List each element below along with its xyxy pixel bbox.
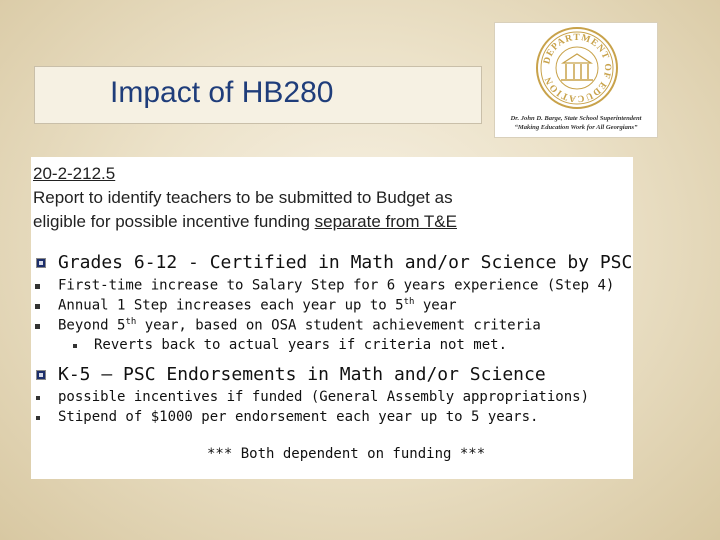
- bullet-icon: [36, 396, 40, 400]
- bullet-icon: [35, 304, 40, 309]
- department-logo: [494, 22, 658, 138]
- funding-note: *** Both dependent on funding ***: [207, 446, 486, 462]
- bullet-icon: [36, 416, 40, 420]
- content-panel: [31, 157, 633, 479]
- section2-heading: K-5 – PSC Endorsements in Math and/or Science: [58, 364, 546, 385]
- section2-item: Stipend of $1000 per endorsement each year up to 5 years.: [58, 409, 539, 425]
- logo-caption-name: Dr. John D. Barge, State School Superintendent: [510, 115, 642, 122]
- svg-text:DEPARTMENT OF EDUCATION: [542, 33, 612, 103]
- intro-line-2: [33, 212, 457, 232]
- section-bullet-icon: [36, 370, 46, 380]
- seal-ring-text: DEPARTMENT OF EDUCATION: [542, 32, 613, 104]
- bullet-icon: [35, 284, 40, 289]
- intro-line-1: Report to identify teachers to be submitted to Budget as: [33, 188, 453, 207]
- section1-item: First-time increase to Salary Step for 6 years experience (Step 4): [58, 277, 615, 294]
- sub-bullet-icon: [73, 344, 77, 348]
- section1-heading: Grades 6-12 - Certified in Math and/or Science by PSC: [58, 252, 633, 273]
- section1-sub-item: Reverts back to actual years if criteria not met.: [94, 337, 508, 353]
- bullet-icon: [35, 324, 40, 329]
- section2-item: possible incentives if funded (General Assembly appropriations): [58, 389, 590, 405]
- slide-title: Impact of HB280: [110, 76, 334, 109]
- section1-item: Beyond 5th year, based on OSA student achievement criteria: [58, 317, 541, 334]
- section1-item: Annual 1 Step increases each year up to 5th year: [58, 297, 457, 314]
- statute-code: 20-2-212.5: [33, 164, 116, 183]
- intro-line-2-underlined: separate from T&E: [314, 212, 457, 231]
- section-bullet-icon: [36, 258, 46, 268]
- intro-line-2-text: eligible for possible incentive funding: [33, 212, 315, 231]
- logo-caption-motto: “Making Education Work for All Georgians”: [514, 124, 638, 131]
